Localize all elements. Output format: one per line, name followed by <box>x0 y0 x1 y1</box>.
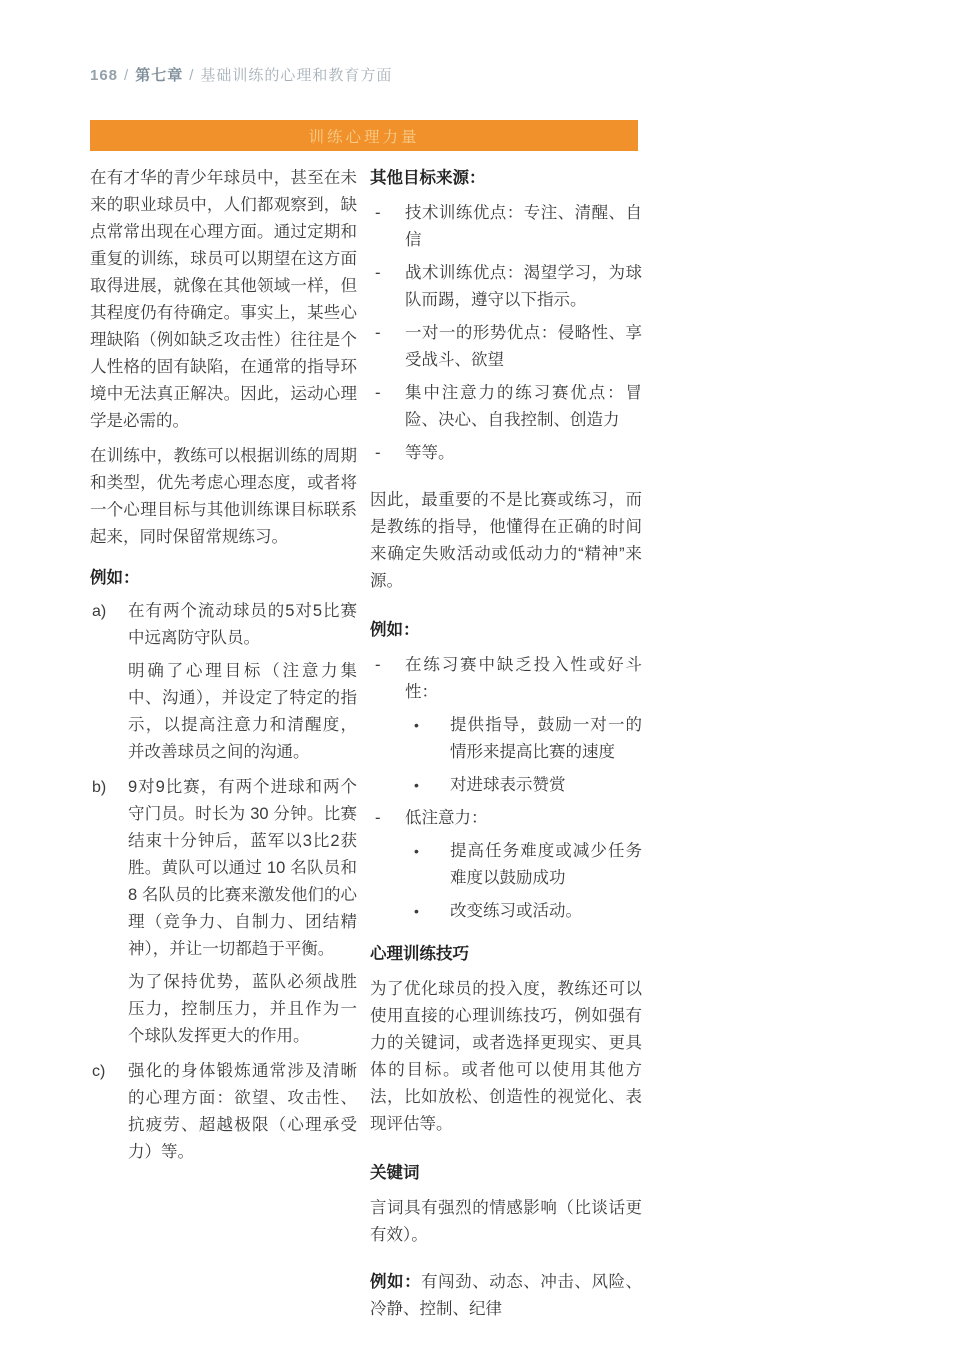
sources-heading: 其他目标来源： <box>370 169 486 187</box>
running-header <box>90 64 392 85</box>
sub-item-text: 改变练习或活动。 <box>450 902 582 920</box>
left-column <box>90 165 357 1323</box>
header-title: 基础训练的心理和教育方面 <box>200 67 393 84</box>
example-sub-item <box>414 898 642 925</box>
source-text: 一对一的形势优点：侵略性、享受战斗、欲望 <box>405 324 642 369</box>
source-item <box>370 380 642 434</box>
sub-item-text: 对进球表示赞赏 <box>450 776 566 794</box>
list-item-body <box>128 1058 357 1166</box>
bullet-marker: • <box>414 717 419 733</box>
source-text: 等等。 <box>405 444 455 462</box>
item-paragraph: 明确了心理目标（注意力集中、沟通），并设定了特定的指示，以提高注意力和清醒度，并改善球员之间的沟通。 <box>128 662 357 761</box>
skills-paragraph: 为了优化球员的投入度，教练还可以使用直接的心理训练技巧，例如强有力的关键词，或者选择更现实、更具体的目标。或者他可以使用其他方法，比如放松、创造性的视觉化、表现评估等。 <box>370 980 642 1133</box>
paragraph: 在训练中，教练可以根据训练的周期和类型，优先考虑心理态度，或者将一个心理目标与其他训练课目标联系起来，同时保留常规练习。 <box>90 447 357 546</box>
example-item <box>370 652 642 706</box>
keywords-heading: 关键词 <box>370 1164 420 1182</box>
keywords-example-label: 例如： <box>370 1273 422 1291</box>
paragraph: 因此，最重要的不是比赛或练习，而是教练的指导，他懂得在正确的时间来确定失败活动或低动力的“精神”来源。 <box>370 491 642 590</box>
item-paragraph: 9对9比赛，有两个进球和两个守门员。时长为 30 分钟。比赛结束十分钟后，蓝军以3比2获胜。黄队可以通过 10 名队员和 8 名队员的比赛来激发他们的心理（竞争力、自制力、团结精神），并让一切都趋于平衡。 <box>128 778 357 958</box>
example-item <box>370 805 642 832</box>
chapter-label: 第七章 <box>135 67 184 84</box>
skills-heading: 心理训练技巧 <box>370 945 469 963</box>
list-marker: a) <box>92 603 107 620</box>
section-banner <box>90 120 638 151</box>
item-paragraph: 在有两个流动球员的5对5比赛中远离防守队员。 <box>128 602 357 647</box>
list-item-body <box>128 774 357 1050</box>
list-item-body <box>128 598 357 766</box>
example-heading: 例如： <box>90 569 140 587</box>
dash-marker: - <box>375 656 381 674</box>
bullet-marker: • <box>414 777 419 793</box>
example-item-label: 低注意力： <box>405 809 488 827</box>
sub-item-text: 提供指导，鼓励一对一的情形来提高比赛的速度 <box>450 716 642 761</box>
list-item-c <box>90 1058 357 1166</box>
example-sub-item <box>414 838 642 892</box>
source-item <box>370 320 642 374</box>
item-paragraph: 为了保持优势，蓝队必须战胜压力，控制压力，并且作为一个球队发挥更大的作用。 <box>128 973 357 1045</box>
bullet-marker: • <box>414 903 419 919</box>
list-marker: b) <box>92 779 107 796</box>
list-item-a <box>90 598 357 766</box>
sub-item-text: 提高任务难度或减少任务难度以鼓励成功 <box>450 842 642 887</box>
example-sub-item <box>414 772 642 799</box>
example-item-label: 在练习赛中缺乏投入性或好斗性： <box>405 656 642 701</box>
dash-marker: - <box>375 204 381 222</box>
header-separator: / <box>189 67 195 84</box>
keywords-example-text: 有闯劲、动态、冲击、风险、冷静、控制、纪律 <box>370 1273 643 1318</box>
list-marker: c) <box>92 1063 106 1080</box>
source-text: 战术训练优点：渴望学习，为球队而踢，遵守以下指示。 <box>405 264 642 309</box>
keywords-paragraph: 言词具有强烈的情感影响（比谈话更有效）。 <box>370 1199 642 1244</box>
item-paragraph: 强化的身体锻炼通常涉及清晰的心理方面：欲望、攻击性、抗疲劳、超越极限（心理承受力）等。 <box>128 1062 357 1161</box>
source-item <box>370 200 642 254</box>
header-separator: / <box>124 67 130 84</box>
source-item <box>370 260 642 314</box>
source-item <box>370 440 642 467</box>
dash-marker: - <box>375 264 381 282</box>
example-heading: 例如： <box>370 621 420 639</box>
dash-marker: - <box>375 384 381 402</box>
dash-marker: - <box>375 809 381 827</box>
conclusion-block <box>370 487 642 595</box>
dash-marker: - <box>375 324 381 342</box>
page-number: 168 <box>90 67 119 84</box>
source-text: 技术训练优点：专注、清醒、自信 <box>405 204 642 249</box>
page-body <box>90 165 642 1323</box>
dash-marker: - <box>375 444 381 462</box>
source-text: 集中注意力的练习赛优点：冒险、决心、自我控制、创造力 <box>405 384 642 429</box>
example-sub-item <box>414 712 642 766</box>
paragraph: 在有才华的青少年球员中，甚至在未来的职业球员中，人们都观察到，缺点常常出现在心理方面。通过定期和重复的训练，球员可以期望在这方面取得进展，就像在其他领域一样，但其程度仍有待确定。事实上，某些心理缺陷（例如缺乏攻击性）往往是个人性格的固有缺陷，在通常的指导环境中无法真正解决。因此，运动心理学是必需的。 <box>90 169 357 430</box>
bullet-marker: • <box>414 843 419 859</box>
list-item-b <box>90 774 357 1050</box>
section-banner-title: 训练心理力量 <box>308 128 420 146</box>
keywords-example <box>370 1269 642 1323</box>
right-column <box>370 165 642 1323</box>
